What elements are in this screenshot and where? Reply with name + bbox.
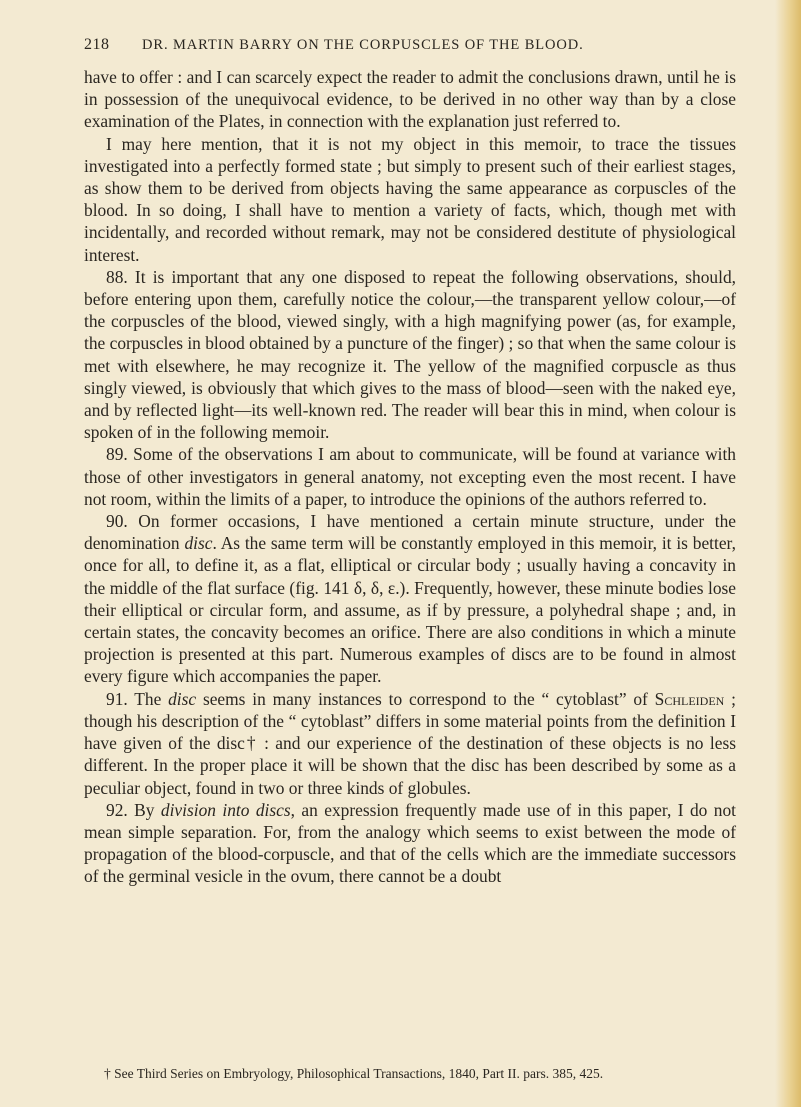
paragraph-91 <box>84 688 736 799</box>
text-run: seems in many instances to correspond to the “ cytoblast” of <box>196 688 655 709</box>
term-disc: disc <box>184 533 213 554</box>
paragraph-continuation: have to offer : and I can scarcely expect the reader to admit the conclusions drawn, until he is in possession of the unequivocal evidence, to be derived in no other way than by a close examination of the Plates, in connection with the explanation just referred to. <box>84 67 736 132</box>
term-division-into-discs: division into discs <box>160 799 291 820</box>
text-run: . As the same term will be constantly employed in this memoir, it is better, once for all, to define it, as a flat, elliptical or circular body ; usually having a concavity in the middle of the flat surface (fig. 141 δ, δ, ε.). Frequently, however, these minute bodies lose their elliptical or circular form, and assume, as if by pressure, a polyhedral shape ; and, in certain states, the concavity becomes an orifice. There are also conditions in which a minute projection is presented at this part. Numerous examples of discs are to be found in almost every figure which accompanies the paper. <box>84 533 737 687</box>
paragraph-88: 88. It is important that any one disposed to repeat the following observations, should, before entering upon them, carefully notice the colour,—the transparent yellow colour,—of the corpuscles of the blood, viewed singly, with a high magnifying power (as, for example, the corpuscles in blood obtained by a puncture of the finger) ; so that when the same colour is met with elsewhere, he may recognize it. The yellow of the magnified corpuscle as thus singly viewed, is obviously that which gives to the mass of blood—seen with the naked eye, and by reflected light—its well-known red. The reader will bear this in mind, when colour is spoken of in the following memoir. <box>84 266 736 443</box>
author-schleiden: Schleiden <box>654 688 725 709</box>
page-edge-shading <box>775 0 801 1107</box>
page-header <box>84 36 734 60</box>
paragraph-92 <box>84 799 736 888</box>
paragraph: I may here mention, that it is not my object in this memoir, to trace the tissues investigated into a perfectly formed state ; but simply to present such of their earliest stages, as show them to be derived from objects having the same appearance as corpuscles of the blood. In so doing, I shall have to mention a variety of facts, which, though met with incidentally, and recorded without remark, may not be considered destitute of physiological interest. <box>84 133 736 265</box>
text-run: ; though his description of the “ cytoblast” differs in some material points from the definition I have given of the disc† : and our experience of the destination of these objects is no less different. In the proper place it will be shown that the disc has been described by some as a peculiar object, found in two or three kinds of globules. <box>84 688 736 798</box>
body-text <box>84 66 736 888</box>
text-run: 92. By <box>106 799 161 820</box>
footnote: † See Third Series on Embryology, Philosophical Transactions, 1840, Part II. pars. 385, 425. <box>104 1066 604 1081</box>
term-disc: disc <box>168 688 197 709</box>
running-head: DR. MARTIN BARRY ON THE CORPUSCLES OF THE BLOOD. <box>142 37 584 53</box>
text-run: 91. The <box>106 688 169 709</box>
paragraph-90 <box>84 510 736 688</box>
text-run: , an expression frequently made use of in this paper, I do not mean simple separation. For, from the analogy which seems to exist between the mode of propagation of the blood-corpuscle, and that of the cells which are the immediate successors of the germinal vesicle in the ovum, there cannot be a doubt <box>84 799 737 887</box>
paragraph-89: 89. Some of the observations I am about to communicate, will be found at variance with those of other investigators in general anatomy, not excepting even the most recent. I have not room, within the limits of a paper, to introduce the opinions of the authors referred to. <box>84 444 736 509</box>
page-number: 218 <box>84 36 110 53</box>
text-run: 90. On former occasions, I have mentioned a certain minute structure, under the denomination <box>84 511 736 554</box>
